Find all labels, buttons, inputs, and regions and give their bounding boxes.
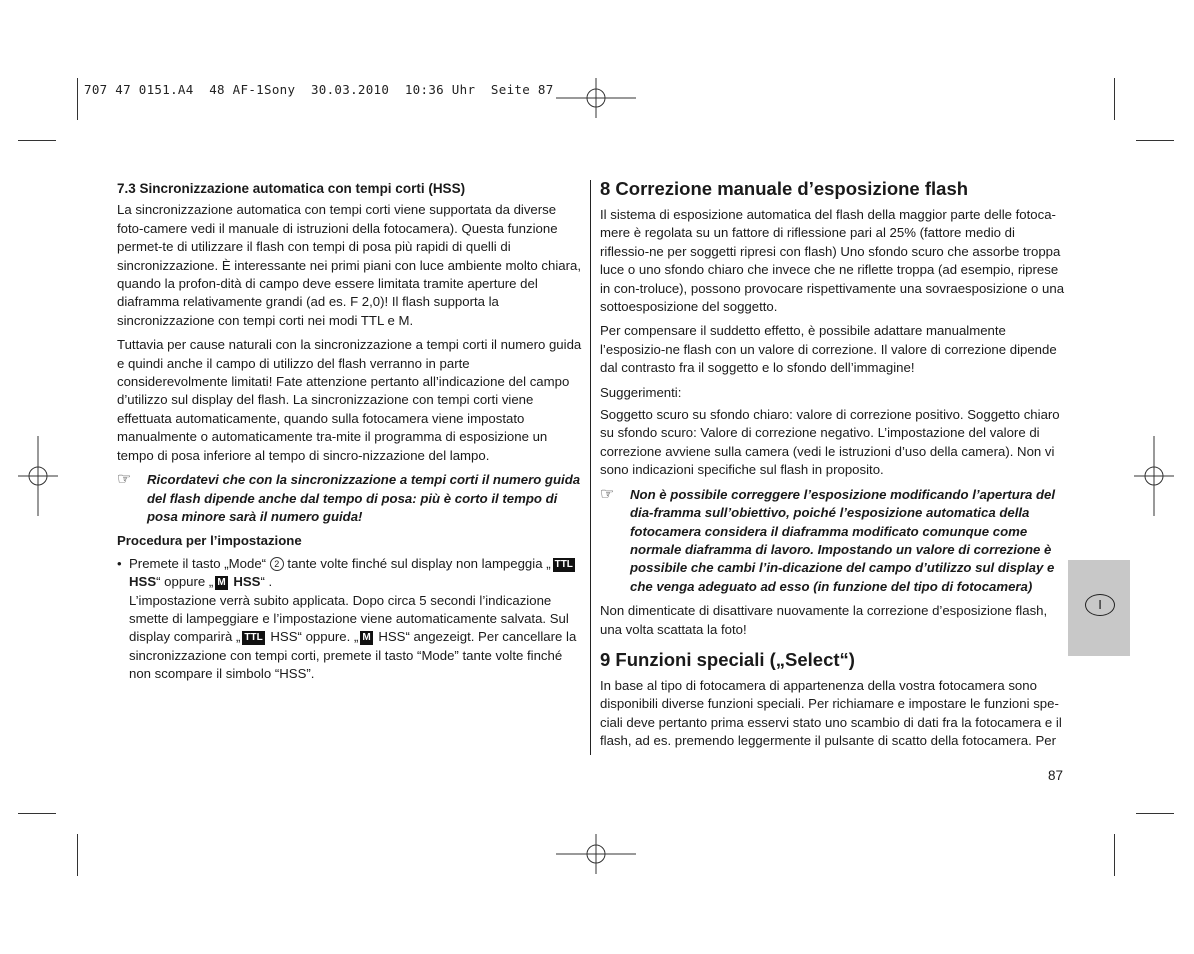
- crop-mark: [1114, 834, 1115, 876]
- ttl-symbol: TTL: [244, 632, 263, 644]
- bullet-text-part: tante volte finché sul display non lampeggia „: [287, 555, 551, 571]
- paragraph: Per compensare il suddetto effetto, è possibile adattare manualmente l’esposizio-ne flash con un valore di correzione. Il valore di correzione dipende dal contrasto fra il soggetto e lo sfondo dell’immagine!: [600, 323, 1057, 376]
- crop-mark: [18, 813, 56, 814]
- language-tab: [1068, 560, 1130, 656]
- pointing-hand-icon: ☞: [117, 471, 132, 489]
- paragraph: La sincronizzazione automatica con tempi corti viene supportata da diverse foto-camere vedi il manuale di istruzioni della fotocamera). Questa funzione permet-te di utilizzare il flash con tempi di posa più rapidi di quelli di sincronizzazione. È interessante nei primi piani con luce ambiente molto chiara, quando la profon-dità di campo deve essere limitata tramite aperture del diaframma relativamente grandi (ad es. F 2,0)! Il flash supporta la sincronizzazione con tempi corti nei modi TTL e M.: [117, 202, 581, 328]
- paragraph-part: HSS“ angezeigt. Per cancellare la sincronizzazione con tempi corti, premete il tasto “Mode” tante volte finché non scompare il simbolo “HSS”.: [129, 629, 577, 682]
- registration-mark-icon: [1134, 436, 1174, 516]
- registration-mark-icon: [556, 834, 636, 874]
- paragraph: Il sistema di esposizione automatica del flash della maggior parte delle fotoca-mere è regolata su un fattore di riflessione pari al 25% (fattore medio di riflessio-ne per soggetti ripresi con flash) Uno sfondo scuro che assorbe troppa luce o uno sfondo chiaro che invece che ne riflette troppa (ad esempio, riprese in con-troluce), possono provocare rispettivamente una sovraesposizione o una sottoesposizione del soggetto.: [600, 207, 1065, 315]
- paragraph: [129, 592, 582, 684]
- crop-mark: [18, 140, 56, 141]
- paragraph: Non dimenticate di disattivare nuovamente la correzione d’esposizione flash, una volta scattata la foto!: [600, 603, 1048, 637]
- m-symbol: M: [217, 577, 226, 589]
- left-column: [117, 180, 582, 690]
- ttl-symbol: TTL: [554, 558, 573, 570]
- paragraph: Tuttavia per cause naturali con la sincronizzazione a tempi corti il numero guida e quindi anche il campo di utilizzo del flash verranno in parte considerevolmente limitati! Fate attenzione pertanto all’indicazione del campo d’utilizzo sul display del flash. La sincronizzazione con tempi corti viene effettuata automaticamente, quando sulla fotocamera viene impostato manualmente o automaticamente tra-mite il programma di esposizione un tempo di posa inferiore al tempo di sincro-nizzazione del lampo.: [117, 337, 582, 463]
- bullet-dot: •: [117, 555, 122, 571]
- procedure-heading: Procedura per l’impostazione: [117, 533, 302, 549]
- crop-mark: [77, 78, 78, 120]
- crop-mark: [1114, 78, 1115, 120]
- note-block: [117, 471, 582, 526]
- note-text: Ricordatevi che con la sincronizzazione a tempi corti il numero guida del flash dipende anche dal tempo di posa: più è corto il tempo di posa minore sarà il numero guida!: [147, 472, 581, 524]
- bullet-item: [117, 555, 582, 592]
- pointing-hand-icon: ☞: [600, 485, 615, 503]
- registration-mark-icon: [18, 436, 58, 516]
- bullet-text-part: “ oppure „: [156, 574, 214, 590]
- paragraph-part: L’impostazione verrà subito applicata. Dopo circa 5 secondi l’indicazione smette di lampeggiare e l’impostazione viene automaticamente salvata. Sul display comparirà „: [129, 592, 569, 645]
- print-header: 707 47 0151.A4 48 AF-1Sony 30.03.2010 10:36 Uhr Seite 87: [84, 82, 554, 97]
- section-heading-8: 8 Correzione manuale d’esposizione flash: [600, 178, 969, 199]
- paragraph: Suggerimenti:: [600, 384, 682, 400]
- registration-mark-icon: [556, 78, 636, 118]
- bullet-text-part: “ .: [260, 574, 273, 590]
- section-heading-9: 9 Funzioni speciali („Select“): [600, 648, 855, 670]
- hss-symbol: HSS: [129, 574, 157, 590]
- language-label: I: [1085, 594, 1115, 616]
- page-number: 87: [1048, 768, 1064, 783]
- paragraph: Soggetto scuro su sfondo chiaro: valore di correzione positivo. Soggetto chiaro su sfondo scuro: Valore di correzione negativo. L’impostazione del valore di correzione avviene sulla camera (vedi le istruzioni d’uso della camera). Non vi sono indicazioni specifiche sul flash in proposito.: [600, 407, 1060, 478]
- column-divider: [590, 180, 591, 755]
- crop-mark: [1136, 813, 1174, 814]
- bullet-text: [129, 555, 582, 592]
- section-heading-7-3: 7.3 Sincronizzazione automatica con tempi corti (HSS): [117, 181, 466, 196]
- crop-mark: [1136, 140, 1174, 141]
- paragraph: In base al tipo di fotocamera di appartenenza della vostra fotocamera sono disponibili diverse funzioni speciali. Per richiamare e impostare le funzioni spe-ciali deve pertanto prima esservi stato uno scambio di dati fra la fotocamera e il flash, ad es. premendo leggermente il pulsante di scatto della fotocamera. Per: [600, 677, 1062, 749]
- right-column: [600, 178, 1066, 757]
- mode-button-number-icon: 2: [270, 557, 284, 571]
- note-block: [600, 486, 1066, 596]
- bullet-text-part: Premete il tasto „Mode“: [129, 555, 267, 571]
- hss-symbol: HSS: [233, 574, 261, 590]
- note-text: Non è possibile correggere l’esposizione modificando l’apertura del dia-framma sull’obiettivo, poiché l’esposizione automatica della fotocamera considera il diaframma modificato comunque come normale diaframma di lavoro. Impostando un valore di correzione è possibile che cambi l’in-dicazione del campo d’utilizzo sul display e che venga adeguato ad esso (in funzione del tipo di fotocamera): [630, 486, 1056, 594]
- m-symbol: M: [362, 632, 371, 644]
- paragraph-part: HSS“ oppure. „: [266, 629, 359, 645]
- crop-mark: [77, 834, 78, 876]
